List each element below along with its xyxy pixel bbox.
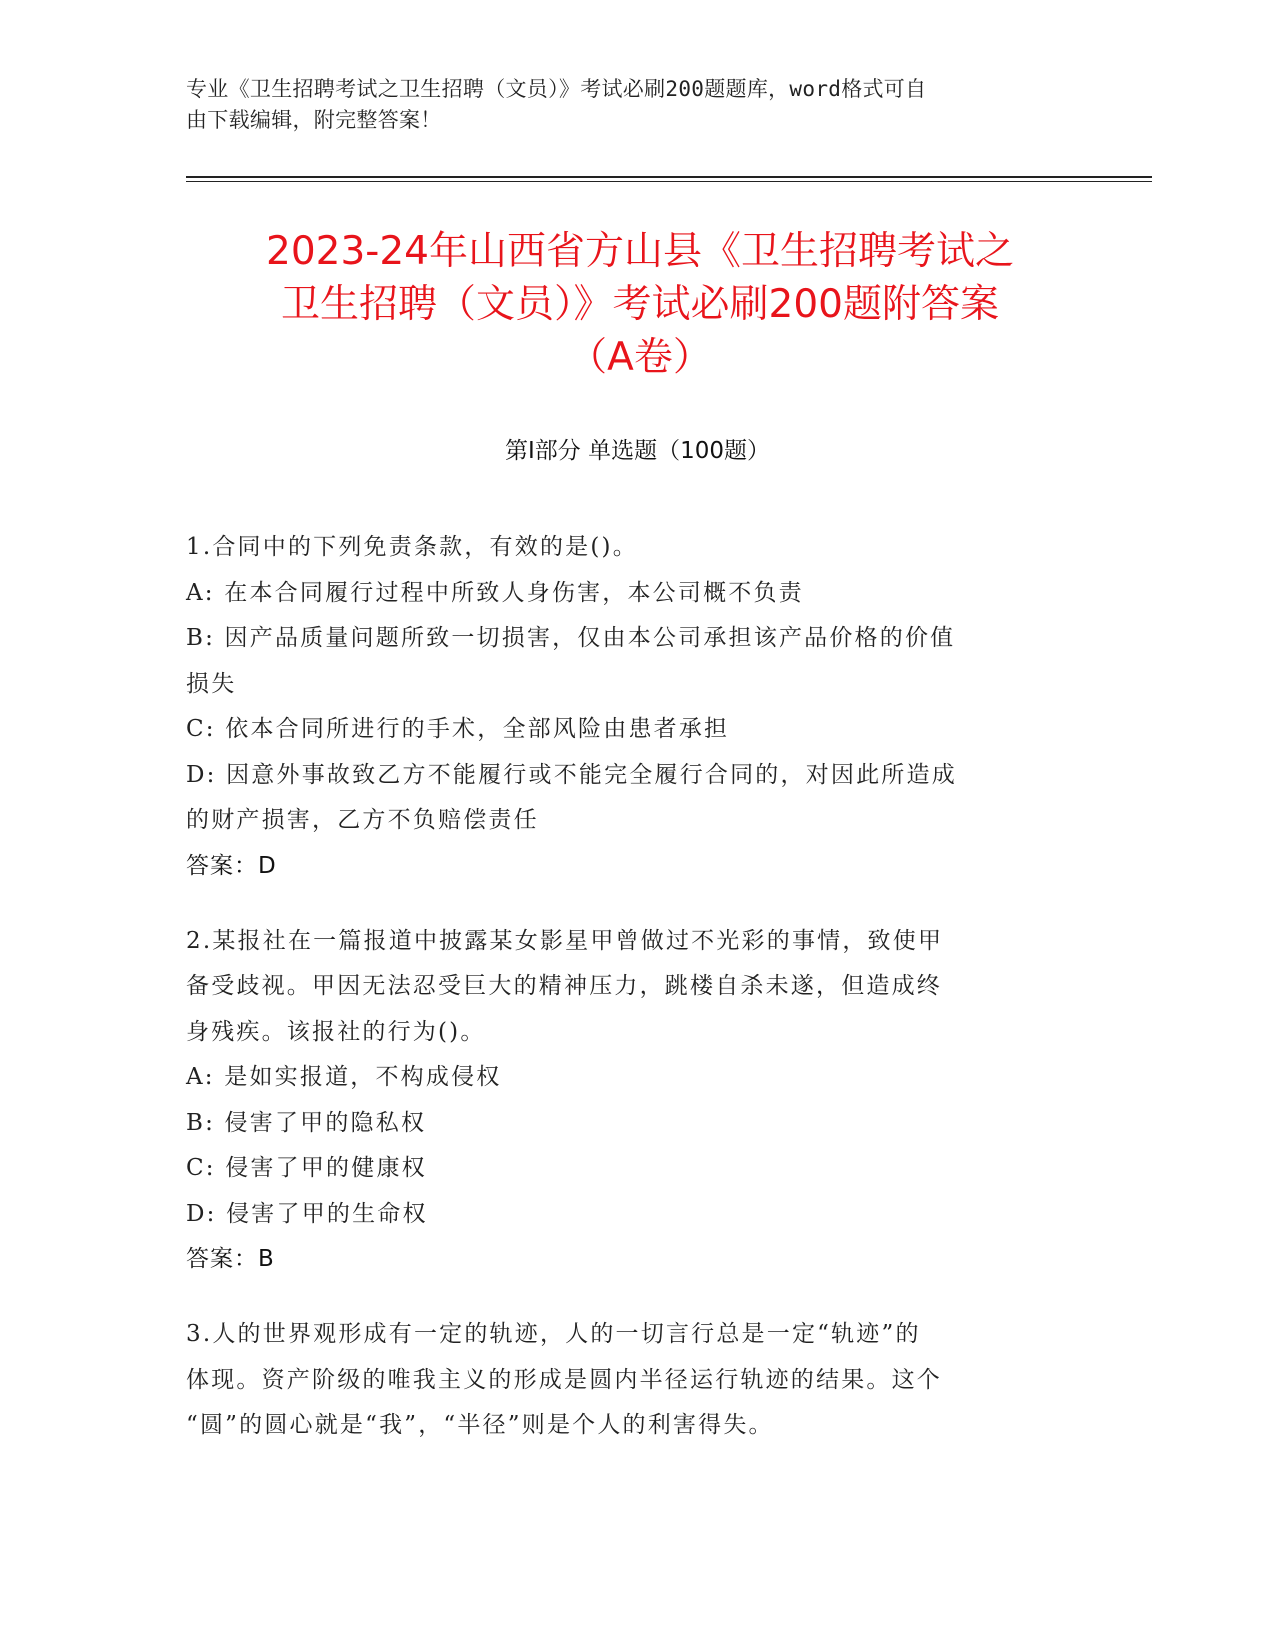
option-d: D: 侵害了甲的生命权 <box>186 1200 428 1227</box>
question-stem-continued: 体现。资产阶级的唯我主义的形成是圆内半径运行轨迹的结果。这个 <box>186 1366 942 1393</box>
option-a: A: 在本合同履行过程中所致人身伤害，本公司概不负责 <box>186 579 804 606</box>
header-note-line: 由下载编辑，附完整答案！ <box>186 108 442 132</box>
answer-line <box>186 844 1086 889</box>
question-stem-continued: 身残疾。该报社的行为()。 <box>186 1018 486 1045</box>
question-stem-continued: 备受歧视。甲因无法忍受巨大的精神压力，跳楼自杀未遂，但造成终 <box>186 973 942 999</box>
header-note <box>186 74 1056 136</box>
section-title: 第Ⅰ部分 单选题（100题） <box>505 438 770 464</box>
question-1 <box>186 525 1086 889</box>
question-list <box>186 525 1086 1471</box>
question-stem-continued: “圆”的圆心就是“我”，“半径”则是个人的利害得失。 <box>186 1412 774 1438</box>
answer-value: D <box>258 852 276 879</box>
question-3 <box>186 1312 1086 1449</box>
answer-line <box>186 1237 1086 1282</box>
header-divider-thin <box>186 181 1152 182</box>
answer-value: B <box>258 1246 274 1272</box>
header-note-line: 专业《卫生招聘考试之卫生招聘（文员）》考试必刷200题题库，word格式可自 <box>186 77 927 101</box>
question-stem: 2.某报社在一篇报道中披露某女影星甲曾做过不光彩的事情，致使甲 <box>186 927 944 954</box>
option-c: C: 侵害了甲的健康权 <box>186 1155 427 1181</box>
option-d: D: 因意外事故致乙方不能履行或不能完全履行合同的，对因此所造成 <box>186 761 957 788</box>
option-b-continued: 损失 <box>186 670 237 697</box>
question-stem: 1.合同中的下列免责条款，有效的是()。 <box>186 534 638 560</box>
answer-label: 答案： <box>186 852 258 879</box>
answer-label: 答案： <box>186 1246 258 1272</box>
question-2 <box>186 919 1086 1283</box>
question-stem: 3.人的世界观形成有一定的轨迹，人的一切言行总是一定“轨迹”的 <box>186 1321 921 1347</box>
title-line: 卫生招聘（文员）》考试必刷200题附答案 <box>281 282 999 327</box>
document-title <box>160 225 1120 384</box>
title-line: 2023-24年山西省方山县《卫生招聘考试之 <box>266 229 1014 274</box>
option-a: A: 是如实报道，不构成侵权 <box>186 1064 502 1090</box>
option-b: B: 侵害了甲的隐私权 <box>186 1109 427 1136</box>
title-line: （A卷） <box>568 335 712 380</box>
option-d-continued: 的财产损害，乙方不负赔偿责任 <box>186 807 539 833</box>
option-c: C: 依本合同所进行的手术，全部风险由患者承担 <box>186 716 730 742</box>
header-divider <box>186 176 1152 178</box>
option-b: B: 因产品质量问题所致一切损害，仅由本公司承担该产品价格的价值 <box>186 625 956 651</box>
